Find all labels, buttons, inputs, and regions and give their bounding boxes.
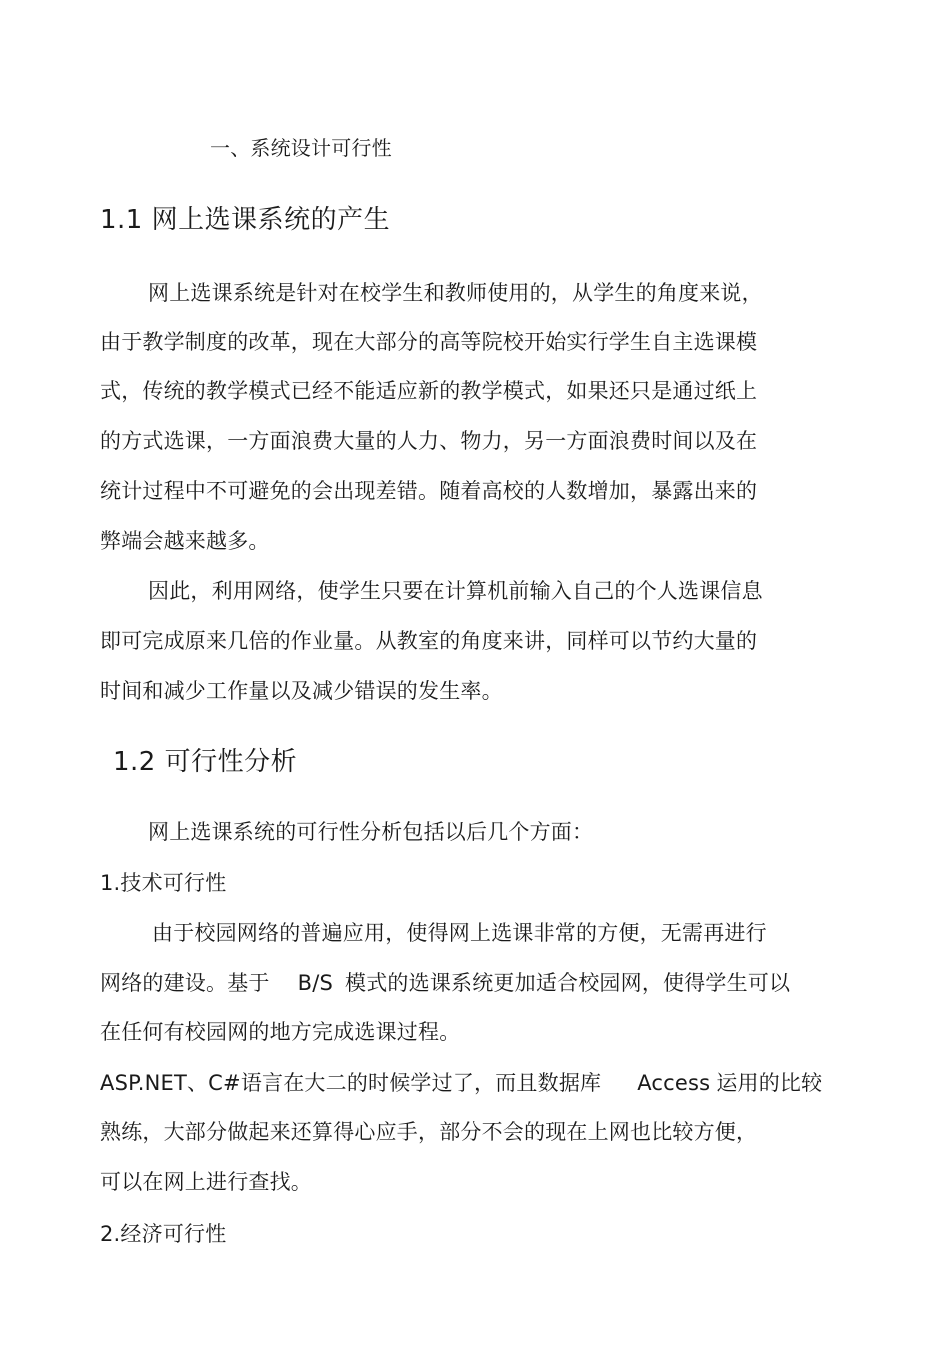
- paragraph-line: 式，传统的教学模式已经不能适应新的教学模式，如果还只是通过纸上: [100, 379, 758, 403]
- paragraph-line: 的方式选课，一方面浪费大量的人力、物力，另一方面浪费时间以及在: [100, 429, 758, 453]
- paragraph-line: [100, 969, 790, 997]
- section-heading-1-1: 1.1 网上选课系统的产生: [100, 205, 391, 235]
- paragraph-line: 网上选课系统是针对在校学生和教师使用的，从学生的角度来说，: [148, 281, 763, 305]
- paragraph-line: 即可完成原来几倍的作业量。从教室的角度来讲，同样可以节约大量的: [100, 629, 758, 653]
- paragraph-line: 弊端会越来越多。: [100, 529, 270, 553]
- paragraph-line: 可以在网上进行查找。: [100, 1170, 312, 1194]
- paragraph-line: 网上选课系统的可行性分析包括以后几个方面：: [148, 820, 594, 844]
- document-title: 一、系统设计可行性: [210, 136, 392, 160]
- paragraph-fragment: 网络的建设。基于: [100, 971, 270, 995]
- paragraph-line: 统计过程中不可避免的会出现差错。随着高校的人数增加，暴露出来的: [100, 479, 758, 503]
- subsection-title: 2.经济可行性: [100, 1222, 227, 1246]
- paragraph-line: 熟练，大部分做起来还算得心应手，部分不会的现在上网也比较方便，: [100, 1120, 758, 1144]
- paragraph-fragment: 运用的比较: [716, 1071, 823, 1095]
- paragraph-line: 由于校园网络的普遍应用，使得网上选课非常的方便，无需再进行: [152, 921, 767, 945]
- subsection-title: 1.技术可行性: [100, 871, 227, 895]
- paragraph-line: [100, 1069, 822, 1097]
- paragraph-line: 时间和减少工作量以及减少错误的发生率。: [100, 679, 503, 703]
- paragraph-fragment: ASP.NET、C#语言在大二的时候学过了，而且数据库: [100, 1071, 602, 1095]
- paragraph-fragment: Access: [637, 1071, 711, 1095]
- section-heading-1-2: 1.2 可行性分析: [113, 747, 298, 777]
- paragraph-line: 因此，利用网络，使学生只要在计算机前输入自己的个人选课信息: [148, 579, 763, 603]
- paragraph-fragment: B/S: [297, 971, 334, 995]
- paragraph-line: 在任何有校园网的地方完成选课过程。: [100, 1020, 461, 1044]
- paragraph-line: 由于教学制度的改革，现在大部分的高等院校开始实行学生自主选课模: [100, 330, 758, 354]
- paragraph-fragment: 模式的选课系统更加适合校园网，使得学生可以: [345, 971, 791, 995]
